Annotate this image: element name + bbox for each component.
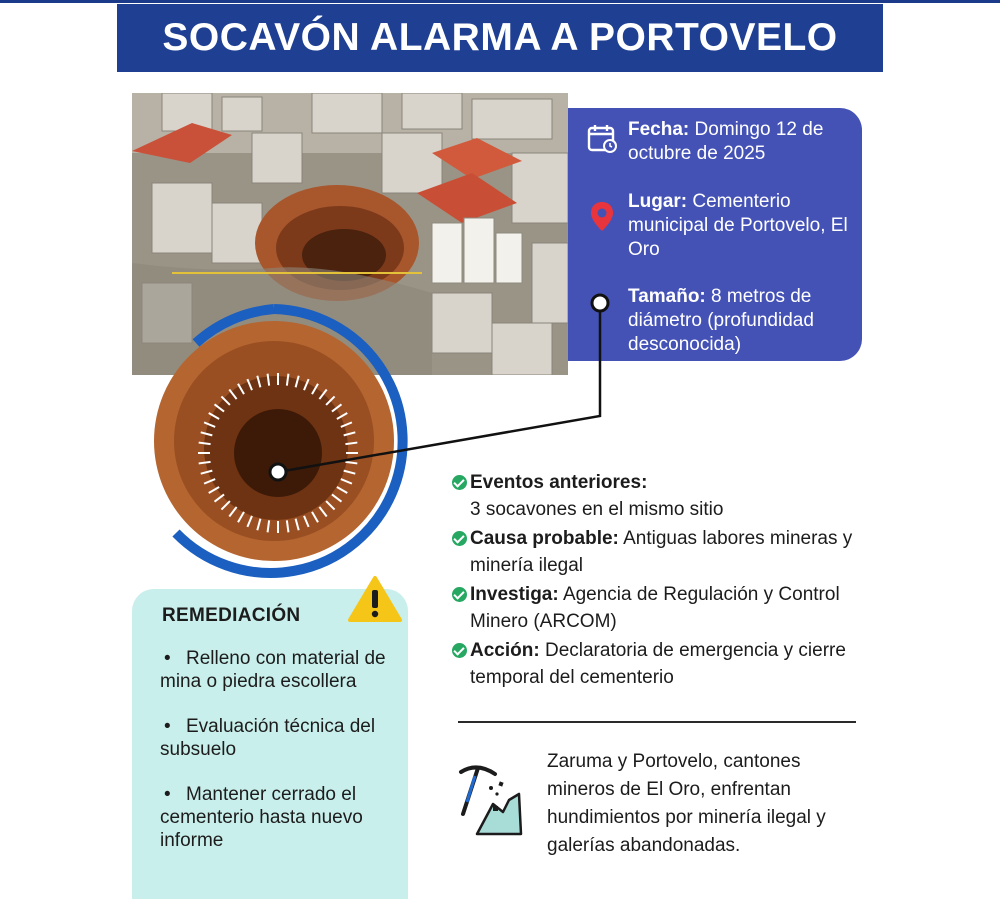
lugar-label: Lugar: bbox=[628, 191, 688, 212]
info-card bbox=[568, 108, 862, 361]
info-fecha bbox=[628, 118, 852, 166]
info-lugar bbox=[628, 190, 852, 262]
fecha-label: Fecha: bbox=[628, 119, 690, 140]
remediation-title: REMEDIACIÓN bbox=[162, 605, 301, 626]
info-tamano bbox=[628, 285, 852, 357]
check-icon bbox=[452, 587, 467, 602]
divider bbox=[458, 721, 856, 723]
remediation-panel bbox=[132, 589, 408, 899]
tamano-label: Tamaño: bbox=[628, 286, 706, 307]
event-text: Declaratoria de emergencia y cierre temporal del cementerio bbox=[470, 640, 846, 688]
event-label: Eventos anteriores: bbox=[470, 472, 648, 493]
bullet: • bbox=[164, 716, 171, 737]
tamano-value: 8 metros de diámetro (profundidad desconocida) bbox=[628, 286, 814, 355]
event-text: Antiguas labores mineras y minería ilegal bbox=[470, 528, 853, 576]
fecha-value: Domingo 12 de octubre de 2025 bbox=[628, 119, 824, 164]
check-icon bbox=[452, 643, 467, 658]
calendar-icon bbox=[586, 122, 618, 154]
event-item bbox=[452, 581, 872, 635]
warning-icon bbox=[347, 575, 403, 623]
page-title: SOCAVÓN ALARMA A PORTOVELO bbox=[162, 16, 838, 59]
event-item bbox=[452, 469, 872, 523]
title-banner bbox=[117, 4, 883, 72]
event-label: Acción: bbox=[470, 640, 540, 661]
list-item-text: Evaluación técnica del subsuelo bbox=[160, 716, 376, 760]
remediation-list bbox=[160, 647, 398, 874]
top-rule bbox=[0, 0, 1000, 3]
footnote: Zaruma y Portovelo, cantones mineros de El Oro, enfrentan hundimientos por minería ilegal y galerías abandonadas. bbox=[547, 751, 826, 856]
event-item bbox=[452, 637, 872, 691]
list-item-text: Mantener cerrado el cementerio hasta nuevo informe bbox=[160, 784, 363, 851]
event-label: Investiga: bbox=[470, 584, 559, 605]
event-label: Causa probable: bbox=[470, 528, 619, 549]
check-icon bbox=[452, 475, 467, 490]
event-item bbox=[452, 525, 872, 579]
sinkhole-closeup bbox=[136, 303, 412, 579]
events-list bbox=[452, 469, 872, 693]
event-text: Agencia de Regulación y Control Minero (ARCOM) bbox=[470, 584, 840, 632]
list-item-text: Relleno con material de mina o piedra escollera bbox=[160, 648, 386, 692]
mining-pickaxe-icon bbox=[455, 764, 527, 840]
event-text: 3 socavones en el mismo sitio bbox=[470, 499, 724, 520]
list-item bbox=[160, 647, 398, 693]
bullet: • bbox=[164, 784, 171, 805]
lugar-value: Cementerio municipal de Portovelo, El Oro bbox=[628, 191, 848, 260]
location-pin-icon bbox=[586, 200, 618, 234]
list-item bbox=[160, 715, 398, 761]
check-icon bbox=[452, 531, 467, 546]
list-item bbox=[160, 783, 398, 852]
bullet: • bbox=[164, 648, 171, 669]
